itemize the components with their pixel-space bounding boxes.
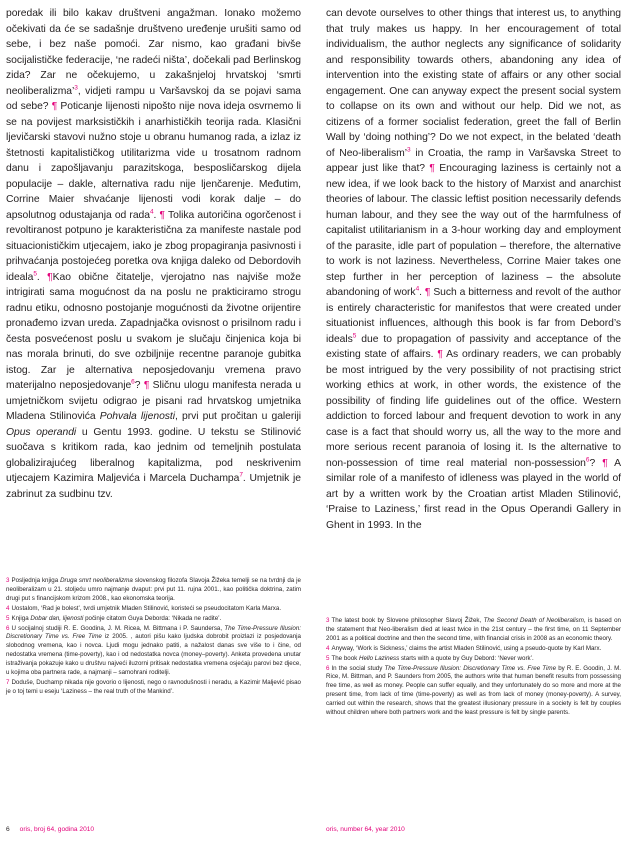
- footnote-text: Doduše, Duchamp nikada nije govorio o lijenosti, nego o ravnodušnosti i neradu, a Kazimir Maljević pisao je o toj temi u eseju ‘Laziness – the real truth of the Mankind’.: [6, 678, 301, 695]
- footnote-text: iz 2005. , autori pišu kako ljudska dobrobit proizlazi iz posjedovanja slobodnog vremena, kao i novca. Ljudi mogu jednako patiti, a nažalost danas sve više to i čine, od nedostatka vremena (time-poverty), kao i od nedostatka novca (money–poverty). Anketa provedena unutar istraživanja pokazuje kako u društvu najveći iluzorni pritisak nedostatka vremena osjećaju parovi bez djece, u kojima oba partnera rade, a najmanji – samohrani roditelji.: [6, 633, 302, 677]
- page-number: 6: [6, 826, 10, 833]
- footnotes-english: [326, 617, 621, 719]
- footnote-title: The Time-Pressure Illusion: Discretionary Time vs. Free Time: [6, 624, 301, 641]
- text-run: As ordinary readers, we can probably be most intrigued by the very possibility of not practising strict working ethics at work, in other words, the existence of the possibility of finding life guidelines out of the office. Western addiction to forced labour and frequent devotion to work in any case is a fact that should worry us, all the way to the more and more serious recent paranoia of losing it. Is the alternative to non-possession of time real material non-possession: [326, 349, 621, 469]
- footnote: [6, 679, 301, 697]
- footnote-text: Anyway, ‘Work is Sickness,’ claims the artist Mladen Stilinović, using a pseudo-quote by Karl Marx.: [331, 644, 602, 652]
- footnote-title: Dobar dan, lijenosti: [30, 614, 84, 622]
- text-run: poredak ili bilo kakav društveni angažman. Ionako možemo očekivati da će se sadašnje društveno uređenje urušiti samo od sebe, i bez naše pomoći. Zar nismo, kao građani bivše socijalističke federacije, ‘ne radeći ništa’, dočekali pad Berlinskog zida? Zar ne očekujemo, u zakašnjeloj hrvatskoj ‘smrti neoliberalizma’: [6, 8, 301, 97]
- footnote: [326, 617, 621, 644]
- footnote-text: Posljednja knjiga: [11, 577, 61, 584]
- text-run: Such a bitterness and revolt of the author is entirely characteristic for manifestos that were created under situationist influences, although this book is far from Debord’s ideals: [326, 287, 622, 345]
- text-run: can devote ourselves to other things that interest us, to anything that truly makes us happy. In her encouragement of total individualism, the author neglects any significance of solidarity and responsibility towards others, abandoning any idea of intervention into the existing state of affairs or any other social engagement. One can anyway expect the present social system to collapse on its own and without our help. Did we not, as citizens of a former socialist federation, greet the fall of Berlin Wall by ‘doing nothing’? Do we not expect, in the belated ‘death of Neo-liberalism’: [326, 8, 621, 159]
- footnote-number: 5: [326, 654, 330, 662]
- footnote-ref-3[interactable]: 3: [406, 146, 411, 154]
- footnote-text: In the social study: [331, 664, 385, 672]
- footnote: [6, 605, 301, 614]
- footnote: [6, 625, 301, 678]
- journal-issue-label: oris, number 64, year 2010: [326, 826, 405, 833]
- page-footer-left: [6, 826, 94, 833]
- footnote: [6, 615, 301, 624]
- text-run: .: [419, 287, 422, 298]
- pilcrow-icon: ¶: [51, 101, 58, 112]
- pilcrow-icon: ¶: [437, 349, 443, 360]
- footnote-number: 4: [326, 644, 330, 652]
- article-paragraph-english: [326, 6, 621, 533]
- article-paragraph-croatian: [6, 6, 301, 502]
- journal-issue-label: oris, broj 64, godina 2010: [19, 826, 95, 833]
- footnote-number: 3: [6, 577, 10, 584]
- pilcrow-icon: ¶: [47, 271, 53, 283]
- footnote-ref-7[interactable]: 7: [239, 471, 243, 479]
- article-column-croatian: [6, 6, 301, 502]
- text-run: in Croatia, the ramp in Varšavska Street to appear just like that?: [326, 147, 621, 174]
- text-run: Kao obične čitatelje, vjerojatno nas najviše može intrigirati sama mogućnost da na poslu ne prakticiramo strogu radnu etiku, odnosno postojanje mogućnosti da životne orijentire pronađemo izvan ureda. Zapadnjačka ovisnost o prisilnom radu i česta posvećenost poslu u svakom je slučaju činjenica koja bi nas morala brinuti, do sve ozbiljnije recentne paranoje gubitka istog. Zar je alternativa neposjedovanju vremena pravo materijalno neposjedovanje: [6, 271, 301, 391]
- text-run: ?: [134, 380, 141, 391]
- footnote-number: 3: [326, 617, 330, 624]
- footnote-ref-4[interactable]: 4: [415, 285, 420, 293]
- footnote-text: starts with a quote by Guy Debord: ‘Never work’.: [399, 654, 534, 662]
- text-run: Poticanje lijenosti nipošto nije nova ideja osvrnemo li se na povijest marksističkih i anarhističkih teorija rada. Klasični ljevičarski stavovi nužno stoje u obranu humanog rada, a izlaz iz štetnosti kapitalističkog utilitarizma vide u trosatnom radnom danu i zapošljavanju parazitskoga, besposličarskog dijela populacije – dakle, alternativa radu nije ljenčarenje. Međutim, Corrine Maier shvaćanje lijenosti vodi korak dalje – do apsolutnog odustajanja od rada: [6, 101, 301, 221]
- footnote-number: 7: [6, 678, 10, 686]
- footnote-text: The book: [331, 654, 359, 662]
- footnote-title: The Time-Pressure Illusion: Discretionary Time vs. Free Time: [384, 664, 557, 672]
- footnote-number: 4: [6, 604, 10, 612]
- footnote-text: počinje citatom Guya Deborda: ‘Nikada ne radite’.: [83, 614, 222, 622]
- artwork-title: Pohvala lijenosti: [99, 411, 175, 422]
- pilcrow-icon: ¶: [429, 163, 435, 174]
- gallery-name: Opus operandi: [6, 426, 77, 438]
- text-run: , vidjeti rampu u Varšavskoj da se pojavi sama od sebe?: [6, 85, 301, 112]
- footnote: [326, 665, 621, 718]
- text-run: , prvi put pročitan u galeriji: [174, 411, 301, 422]
- text-run: A similar role of a manifesto of idleness was played in the world of art by a written work by the Croatian artist Mladen Stilinović, ‘Praise to Laziness,’ first read in the Opus Operandi Gallery in Ghent in 1993. In the: [326, 457, 621, 531]
- footnotes-croatian: [6, 577, 301, 698]
- text-run: ?: [589, 457, 596, 469]
- footnote-text: Knjiga: [11, 614, 31, 622]
- pilcrow-icon: ¶: [424, 287, 431, 298]
- footnote-number: 5: [6, 614, 10, 622]
- footnote-title: Druga smrt neoliberalizma: [60, 577, 133, 584]
- footnote-title: Hello Laziness: [358, 654, 400, 662]
- footnote-title: The Second Death of Neoliberalism: [483, 617, 584, 624]
- pilcrow-icon: ¶: [143, 380, 150, 391]
- article-column-english: [326, 6, 621, 533]
- footnote-text: U socijalnoj studiji R. E. Goodina, J. M. Ricea, M. Bittmana i P. Saundersa,: [11, 624, 225, 632]
- text-run: .: [153, 209, 157, 221]
- footnote-text: Uostalom, ‘Rad je bolest’, tvrdi umjetnik Mladen Stilinović, koristeći se pseudocitatom Karla Marxa.: [11, 604, 282, 612]
- pilcrow-icon: ¶: [159, 209, 166, 221]
- text-run: . Umjetnik je zabrinut za sudbinu tzv.: [6, 473, 301, 500]
- text-run: Sličnu ulogu manifesta nerada u umjetničkom svijetu odigrao je pisani rad hrvatskog umjetnika Mladena Stilinovića: [6, 380, 302, 422]
- text-run: .: [36, 271, 40, 283]
- footnote-text: by R. E. Goodin, J. M. Rice, M. Bittman, and P. Saunders from 2005, the authors write that human benefit results from possessing free time, as well as money. People can suffer equally, and they unfortunately do so more and more at the present time, from lack of time (time-poverty) as well as from lack of money (money-poverty). A survey, carried out within the research, shows that the greatest illusionary pressure in a society is felt by couples without children where both partners work and the least pressure is felt by single parents.: [326, 664, 621, 717]
- footnote: [326, 645, 621, 654]
- footnote-text: , is based on the statement that Neo-liberalism died at least twice in the 21st century – the first time, on 11 September 2001 as a political doctrine and then the second time, with financial crisis in 2008 as an economic theory.: [326, 617, 621, 642]
- footnote-text: slovenskog filozofa Slavoja Žižeka temelji se na tvrdnji da je neoliberalizam u 21. stoljeću umro najmanje dvaput: prvi put 11. rujna 2001., kao politička doktrina, zatim drugi put s financijskom krizom 2008., kao ekonomska teorija.: [6, 577, 301, 602]
- footnote-ref-5[interactable]: 5: [33, 270, 37, 278]
- footnote-ref-4[interactable]: 4: [149, 208, 154, 216]
- text-run: u Gentu 1993. godine. U tekstu se Stilinović suočava s kritikom rada, kao jednim od temeljnih postulata globalizirajućeg liberalnog kapitalizma, pod neskrivenim utjecajem Kazimira Maljevića i Marcela Duchampa: [6, 426, 301, 484]
- text-run: Tolika autoričina ogorčenost i revoltiranost potpuno je karakteristična za manifeste nastale pod situacionističkim utjecajem, iako je zbog propagiranja pasivnosti i prihvaćanja postojećeg poretka ova knjiga daleko od Debordovih ideala: [6, 209, 302, 283]
- page-footer-right: [326, 826, 405, 833]
- footnote-ref-3[interactable]: 3: [74, 84, 78, 92]
- footnote-text: The latest book by Slovene philosopher Slavoj Žižek,: [331, 617, 484, 624]
- footnote-ref-6[interactable]: 6: [131, 378, 135, 386]
- footnote-ref-6[interactable]: 6: [585, 456, 590, 464]
- text-run: due to propagation of passivity and acceptance of the existing state of affairs.: [326, 333, 621, 360]
- footnote: [6, 577, 301, 604]
- footnote-ref-5[interactable]: 5: [352, 332, 357, 340]
- footnote: [326, 655, 621, 664]
- text-run: Encouraging laziness is certainly not a new idea, if we look back to the history of Marxist and anarchist theories of labour. The classic leftist position necessarily defends human labour, and they see the way out of the harmfulness of capitalist utilitarianism in a 3-hour working day and employment of the parasite, idle part of population – therefore, the alternative to work is not laziness. Nevertheless, Corrine Maier takes one step further in her perception of laziness – the absolute abandoning of work: [326, 163, 621, 298]
- footnote-number: 6: [6, 624, 10, 632]
- pilcrow-icon: ¶: [602, 457, 608, 469]
- footnote-number: 6: [326, 664, 330, 672]
